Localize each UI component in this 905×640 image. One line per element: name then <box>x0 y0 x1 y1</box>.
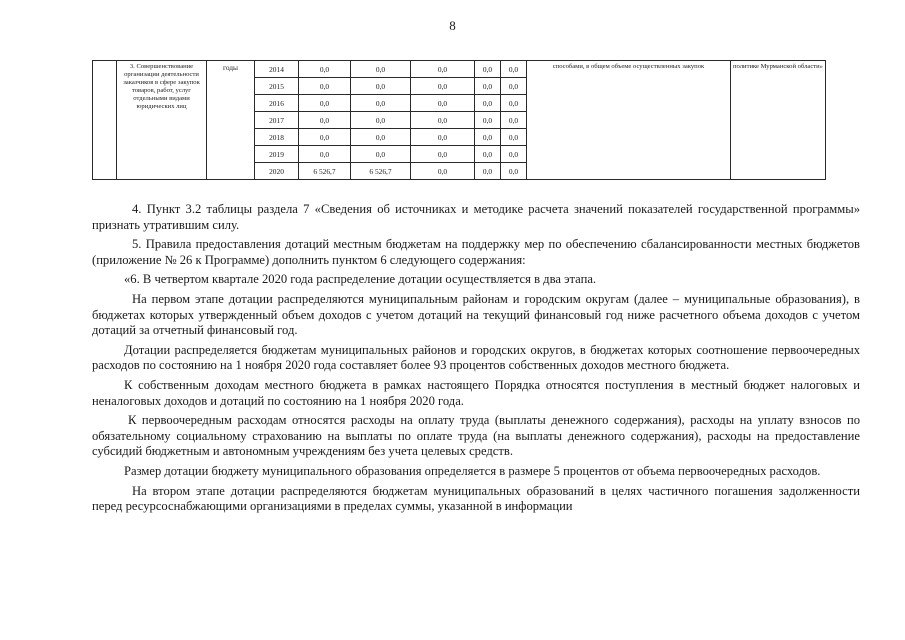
value-cell: 0,0 <box>475 129 501 146</box>
value-cell: 0,0 <box>501 146 527 163</box>
empty-cell <box>93 61 117 180</box>
year-cell: 2016 <box>255 95 299 112</box>
value-cell: 0,0 <box>501 112 527 129</box>
year-cell: 2019 <box>255 146 299 163</box>
value-cell: 0,0 <box>411 163 475 180</box>
value-cell: 0,0 <box>299 61 351 78</box>
paragraph: 4. Пункт 3.2 таблицы раздела 7 «Сведения об источниках и методике расчета значений показателей государственной программы» признать утратившим силу. <box>92 202 860 232</box>
value-cell: 0,0 <box>501 95 527 112</box>
value-cell: 0,0 <box>501 78 527 95</box>
value-cell: 0,0 <box>501 129 527 146</box>
activity-cell: 3. Совершенствование организации деятельности заказчиков в сфере закупок товаров, работ, услуг отдельными видами юридических лиц <box>117 61 207 180</box>
table-row <box>93 61 826 78</box>
value-cell: 0,0 <box>411 146 475 163</box>
paragraph: На первом этапе дотации распределяются муниципальным районам и городским округам (далее – муниципальные образования), в бюджетах которых утвержденный объем доходов с учетом дотаций на текущий финансовый год ниже расчетного объема доходов с учетом дотаций за отчетный финансовый год. <box>92 291 860 338</box>
value-cell: 0,0 <box>351 112 411 129</box>
value-cell: 0,0 <box>501 61 527 78</box>
year-cell: 2017 <box>255 112 299 129</box>
value-cell: 6 526,7 <box>351 163 411 180</box>
value-cell: 0,0 <box>351 95 411 112</box>
unit-cell: годы <box>207 61 255 180</box>
paragraph: На втором этапе дотации распределяются бюджетам муниципальных образований в целях частичного погашения задолженности перед ресурсоснабжающими организациями в пределах суммы, указанной в информации <box>92 483 860 514</box>
value-cell: 0,0 <box>299 95 351 112</box>
paragraph: Дотации распределяется бюджетам муниципальных районов и городских округов, в бюджетах которых соотношение первоочередных расходов по состоянию на 1 ноября 2020 года составляет более 93 процентов собственных доходов местного бюджета. <box>92 342 860 373</box>
value-cell: 0,0 <box>411 112 475 129</box>
value-cell: 0,0 <box>475 112 501 129</box>
value-cell: 0,0 <box>475 163 501 180</box>
document-body <box>92 202 860 519</box>
year-cell: 2020 <box>255 163 299 180</box>
value-cell: 0,0 <box>351 129 411 146</box>
paragraph: Размер дотации бюджету муниципального образования определяется в размере 5 процентов от объема первоочередных расходов. <box>124 463 821 478</box>
value-cell: 0,0 <box>411 61 475 78</box>
policy-cell: политике Мурманской области» <box>731 61 826 180</box>
year-cell: 2018 <box>255 129 299 146</box>
budget-table <box>92 60 826 180</box>
page-number: 8 <box>449 18 456 33</box>
value-cell: 0,0 <box>411 78 475 95</box>
value-cell: 0,0 <box>299 129 351 146</box>
value-cell: 0,0 <box>475 146 501 163</box>
value-cell: 0,0 <box>475 78 501 95</box>
value-cell: 0,0 <box>501 163 527 180</box>
value-cell: 0,0 <box>475 61 501 78</box>
value-cell: 0,0 <box>411 129 475 146</box>
value-cell: 0,0 <box>299 78 351 95</box>
paragraph: К собственным доходам местного бюджета в рамках настоящего Порядка относятся поступления в местный бюджет налоговых и неналоговых доходов и дотаций по состоянию на 1 ноября 2020 года. <box>92 377 860 408</box>
year-cell: 2015 <box>255 78 299 95</box>
value-cell: 0,0 <box>351 146 411 163</box>
paragraph: 5. Правила предоставления дотаций местным бюджетам на поддержку мер по обеспечению сбалансированности местных бюджетов (приложение № 26 к Программе) дополнить пунктом 6 следующего содержания: <box>92 237 860 267</box>
year-cell: 2014 <box>255 61 299 78</box>
value-cell: 0,0 <box>351 61 411 78</box>
value-cell: 0,0 <box>475 95 501 112</box>
value-cell: 0,0 <box>299 112 351 129</box>
value-cell: 0,0 <box>299 146 351 163</box>
value-cell: 6 526,7 <box>299 163 351 180</box>
value-cell: 0,0 <box>411 95 475 112</box>
result-cell: способами, в общем объеме осуществленных закупок <box>527 61 731 180</box>
value-cell: 0,0 <box>351 78 411 95</box>
paragraph: «6. В четвертом квартале 2020 года распределение дотации осуществляется в два этапа. <box>124 272 597 287</box>
paragraph: К первоочередным расходам относятся расходы на оплату труда (выплаты денежного содержания), расходы на уплату взносов по обязательному социальному страхованию на выплаты по оплате труда (на выплаты денежного содержания), расходы на предоставление субсидий бюджетным и автономным учреждениям без учета целевых средств. <box>92 413 860 459</box>
